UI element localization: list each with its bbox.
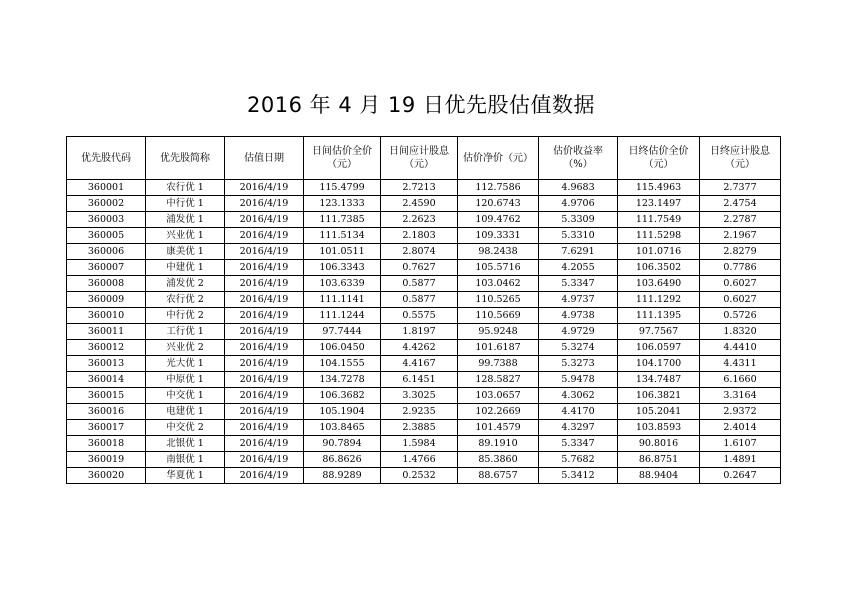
table-cell: 2016/4/19: [225, 356, 304, 372]
table-cell: 1.5984: [381, 436, 458, 452]
table-cell: 5.3273: [539, 356, 618, 372]
table-cell: 中行优 2: [146, 308, 225, 324]
table-cell: 128.5827: [458, 372, 539, 388]
table-cell: 109.4762: [458, 212, 539, 228]
table-row: [67, 180, 781, 196]
table-cell: 4.9683: [539, 180, 618, 196]
table-cell: 2.2623: [381, 212, 458, 228]
table-row: [67, 388, 781, 404]
table-cell: 中建优 1: [146, 260, 225, 276]
table-cell: 7.6291: [539, 244, 618, 260]
table-cell: 2.4590: [381, 196, 458, 212]
table-row: [67, 292, 781, 308]
table-cell: 88.6757: [458, 468, 539, 484]
table-cell: 2016/4/19: [225, 372, 304, 388]
table-cell: 1.4891: [700, 452, 781, 468]
table-cell: 4.4262: [381, 340, 458, 356]
table-cell: 康美优 1: [146, 244, 225, 260]
table-cell: 5.3274: [539, 340, 618, 356]
table-cell: 98.2438: [458, 244, 539, 260]
table-header: [67, 137, 781, 180]
table-cell: 101.0511: [304, 244, 381, 260]
table-cell: 4.4410: [700, 340, 781, 356]
table-cell: 86.8626: [304, 452, 381, 468]
table-cell: 360015: [67, 388, 146, 404]
table-cell: 2.8074: [381, 244, 458, 260]
table-row: [67, 468, 781, 484]
table-cell: 1.8320: [700, 324, 781, 340]
column-header: [67, 137, 146, 180]
table-cell: 2016/4/19: [225, 452, 304, 468]
table-cell: 0.2532: [381, 468, 458, 484]
column-header-label: （元）: [725, 159, 755, 170]
table-cell: 134.7487: [618, 372, 700, 388]
table-cell: 2016/4/19: [225, 196, 304, 212]
column-header: [700, 137, 781, 180]
table-cell: 2016/4/19: [225, 228, 304, 244]
table-cell: 2016/4/19: [225, 340, 304, 356]
table-cell: 97.7567: [618, 324, 700, 340]
column-header-label: 日终估价全价: [628, 146, 689, 157]
table-cell: 86.8751: [618, 452, 700, 468]
table-cell: 2016/4/19: [225, 468, 304, 484]
table-cell: 2016/4/19: [225, 276, 304, 292]
table-cell: 2016/4/19: [225, 180, 304, 196]
table-cell: 102.2669: [458, 404, 539, 420]
table-cell: 0.6027: [700, 292, 781, 308]
table-cell: 2.1803: [381, 228, 458, 244]
table-cell: 2016/4/19: [225, 420, 304, 436]
table-cell: 103.6339: [304, 276, 381, 292]
table-cell: 6.1660: [700, 372, 781, 388]
table-cell: 104.1700: [618, 356, 700, 372]
table-cell: 兴业优 2: [146, 340, 225, 356]
table-cell: 89.1910: [458, 436, 539, 452]
table-cell: 4.2055: [539, 260, 618, 276]
column-header-label: （元）: [643, 159, 674, 170]
table-cell: 0.5575: [381, 308, 458, 324]
table-cell: 2016/4/19: [225, 388, 304, 404]
table-cell: 5.3347: [539, 436, 618, 452]
table-cell: 110.5265: [458, 292, 539, 308]
table-row: [67, 356, 781, 372]
table-cell: 103.6490: [618, 276, 700, 292]
table-body: [67, 180, 781, 484]
table-cell: 0.7786: [700, 260, 781, 276]
table-row: [67, 324, 781, 340]
table-cell: 111.1141: [304, 292, 381, 308]
table-cell: 111.5134: [304, 228, 381, 244]
table-cell: 3.3164: [700, 388, 781, 404]
column-header-label: （%）: [563, 159, 593, 170]
column-header: [618, 137, 700, 180]
table-cell: 4.3297: [539, 420, 618, 436]
table-cell: 123.1333: [304, 196, 381, 212]
table-row: [67, 212, 781, 228]
table-cell: 111.1292: [618, 292, 700, 308]
table-cell: 103.0462: [458, 276, 539, 292]
table-cell: 2016/4/19: [225, 292, 304, 308]
table-cell: 360006: [67, 244, 146, 260]
table-row: [67, 260, 781, 276]
table-cell: 2016/4/19: [225, 404, 304, 420]
table-cell: 工行优 1: [146, 324, 225, 340]
table-cell: 2.4754: [700, 196, 781, 212]
table-cell: 2.9372: [700, 404, 781, 420]
table-cell: 105.1904: [304, 404, 381, 420]
table-cell: 115.4799: [304, 180, 381, 196]
table-cell: 123.1497: [618, 196, 700, 212]
table-cell: 中交优 2: [146, 420, 225, 436]
table-cell: 4.4167: [381, 356, 458, 372]
table-row: [67, 340, 781, 356]
table-cell: 105.2041: [618, 404, 700, 420]
table-cell: 104.1555: [304, 356, 381, 372]
table-cell: 97.7444: [304, 324, 381, 340]
table-cell: 4.4170: [539, 404, 618, 420]
table-cell: 2.8279: [700, 244, 781, 260]
table-row: [67, 308, 781, 324]
table-cell: 北银优 1: [146, 436, 225, 452]
table-cell: 101.0716: [618, 244, 700, 260]
table-cell: 4.9706: [539, 196, 618, 212]
table-cell: 101.6187: [458, 340, 539, 356]
table-row: [67, 228, 781, 244]
table-cell: 105.5716: [458, 260, 539, 276]
column-header: [539, 137, 618, 180]
table-cell: 106.3502: [618, 260, 700, 276]
table-cell: 4.9729: [539, 324, 618, 340]
table-cell: 3.3025: [381, 388, 458, 404]
table-cell: 1.4766: [381, 452, 458, 468]
table-cell: 103.0657: [458, 388, 539, 404]
table-cell: 88.9404: [618, 468, 700, 484]
column-header-label: 优先股代码: [81, 152, 131, 164]
table-cell: 6.1451: [381, 372, 458, 388]
table-cell: 360009: [67, 292, 146, 308]
table-cell: 111.5298: [618, 228, 700, 244]
table-cell: 2.3885: [381, 420, 458, 436]
table-cell: 浦发优 2: [146, 276, 225, 292]
table-cell: 360010: [67, 308, 146, 324]
valuation-table: [66, 136, 781, 484]
table-cell: 90.7894: [304, 436, 381, 452]
table-cell: 5.9478: [539, 372, 618, 388]
table-cell: 120.6743: [458, 196, 539, 212]
table-cell: 360016: [67, 404, 146, 420]
table-row: [67, 420, 781, 436]
table-cell: 中原优 1: [146, 372, 225, 388]
table-cell: 兴业优 1: [146, 228, 225, 244]
table-cell: 2.2787: [700, 212, 781, 228]
table-cell: 101.4579: [458, 420, 539, 436]
column-header: [381, 137, 458, 180]
table-row: [67, 372, 781, 388]
column-header: [458, 137, 539, 180]
table-cell: 5.3347: [539, 276, 618, 292]
table-cell: 111.1395: [618, 308, 700, 324]
table-cell: 103.8593: [618, 420, 700, 436]
table-cell: 106.0450: [304, 340, 381, 356]
table-row: [67, 404, 781, 420]
table-cell: 光大优 1: [146, 356, 225, 372]
table-cell: 106.3682: [304, 388, 381, 404]
table-cell: 1.6107: [700, 436, 781, 452]
column-header-label: 日终应计股息: [710, 146, 770, 157]
table-cell: 2016/4/19: [225, 244, 304, 260]
table-cell: 华夏优 1: [146, 468, 225, 484]
table-cell: 109.3331: [458, 228, 539, 244]
table-cell: 106.3821: [618, 388, 700, 404]
table-cell: 112.7586: [458, 180, 539, 196]
table-cell: 90.8016: [618, 436, 700, 452]
column-header-label: （元）: [404, 159, 434, 170]
table-cell: 2016/4/19: [225, 260, 304, 276]
table-cell: 360005: [67, 228, 146, 244]
table-cell: 111.1244: [304, 308, 381, 324]
table-row: [67, 244, 781, 260]
table-cell: 360011: [67, 324, 146, 340]
table-cell: 0.5877: [381, 276, 458, 292]
table-cell: 农行优 1: [146, 180, 225, 196]
table-cell: 99.7388: [458, 356, 539, 372]
table-cell: 农行优 2: [146, 292, 225, 308]
table-cell: 360012: [67, 340, 146, 356]
table-cell: 111.7385: [304, 212, 381, 228]
column-header-label: 优先股简称: [160, 152, 210, 164]
column-header-label: 估价收益率: [553, 146, 603, 157]
table-row: [67, 276, 781, 292]
table-cell: 360003: [67, 212, 146, 228]
table-cell: 115.4963: [618, 180, 700, 196]
column-header-label: 估值日期: [244, 152, 284, 164]
table-cell: 2.7213: [381, 180, 458, 196]
table-row: [67, 452, 781, 468]
table-cell: 2016/4/19: [225, 324, 304, 340]
table-row: [67, 436, 781, 452]
table-cell: 2.9235: [381, 404, 458, 420]
table-cell: 88.9289: [304, 468, 381, 484]
table-cell: 南银优 1: [146, 452, 225, 468]
table-cell: 2.1967: [700, 228, 781, 244]
table-cell: 5.3309: [539, 212, 618, 228]
table-cell: 5.7682: [539, 452, 618, 468]
page-title: 2016 年 4 月 19 日优先股估值数据: [247, 93, 595, 117]
table-cell: 5.3310: [539, 228, 618, 244]
table-cell: 5.3412: [539, 468, 618, 484]
table-cell: 4.9737: [539, 292, 618, 308]
column-header-label: （元）: [327, 159, 357, 170]
table-cell: 0.2647: [700, 468, 781, 484]
table-cell: 110.5669: [458, 308, 539, 324]
table-cell: 2016/4/19: [225, 436, 304, 452]
table-cell: 2016/4/19: [225, 212, 304, 228]
table-cell: 360013: [67, 356, 146, 372]
table-cell: 134.7278: [304, 372, 381, 388]
table-cell: 85.3860: [458, 452, 539, 468]
table-cell: 95.9248: [458, 324, 539, 340]
table-cell: 360007: [67, 260, 146, 276]
table-cell: 0.6027: [700, 276, 781, 292]
table-cell: 4.3062: [539, 388, 618, 404]
table-cell: 0.5877: [381, 292, 458, 308]
table-cell: 103.8465: [304, 420, 381, 436]
table-cell: 360014: [67, 372, 146, 388]
table-cell: 4.4311: [700, 356, 781, 372]
table-cell: 360008: [67, 276, 146, 292]
table-cell: 360018: [67, 436, 146, 452]
table-cell: 4.9738: [539, 308, 618, 324]
table-cell: 360019: [67, 452, 146, 468]
table-cell: 中交优 1: [146, 388, 225, 404]
table-cell: 360001: [67, 180, 146, 196]
table-cell: 1.8197: [381, 324, 458, 340]
table-cell: 111.7549: [618, 212, 700, 228]
table-cell: 0.7627: [381, 260, 458, 276]
table-cell: 0.5726: [700, 308, 781, 324]
table-cell: 106.0597: [618, 340, 700, 356]
table-cell: 106.3343: [304, 260, 381, 276]
table-cell: 电建优 1: [146, 404, 225, 420]
column-header: [225, 137, 304, 180]
table-cell: 中行优 1: [146, 196, 225, 212]
column-header: [304, 137, 381, 180]
table-cell: 360002: [67, 196, 146, 212]
table-row: [67, 196, 781, 212]
column-header-label: 估价净价（元）: [463, 152, 533, 164]
table-cell: 浦发优 1: [146, 212, 225, 228]
column-header-label: 日间应计股息: [389, 146, 449, 157]
header-row: [67, 137, 781, 180]
column-header: [146, 137, 225, 180]
column-header-label: 日间估价全价: [312, 146, 372, 157]
table-cell: 360017: [67, 420, 146, 436]
table-cell: 2016/4/19: [225, 308, 304, 324]
table-cell: 2.7377: [700, 180, 781, 196]
table-cell: 2.4014: [700, 420, 781, 436]
table-cell: 360020: [67, 468, 146, 484]
